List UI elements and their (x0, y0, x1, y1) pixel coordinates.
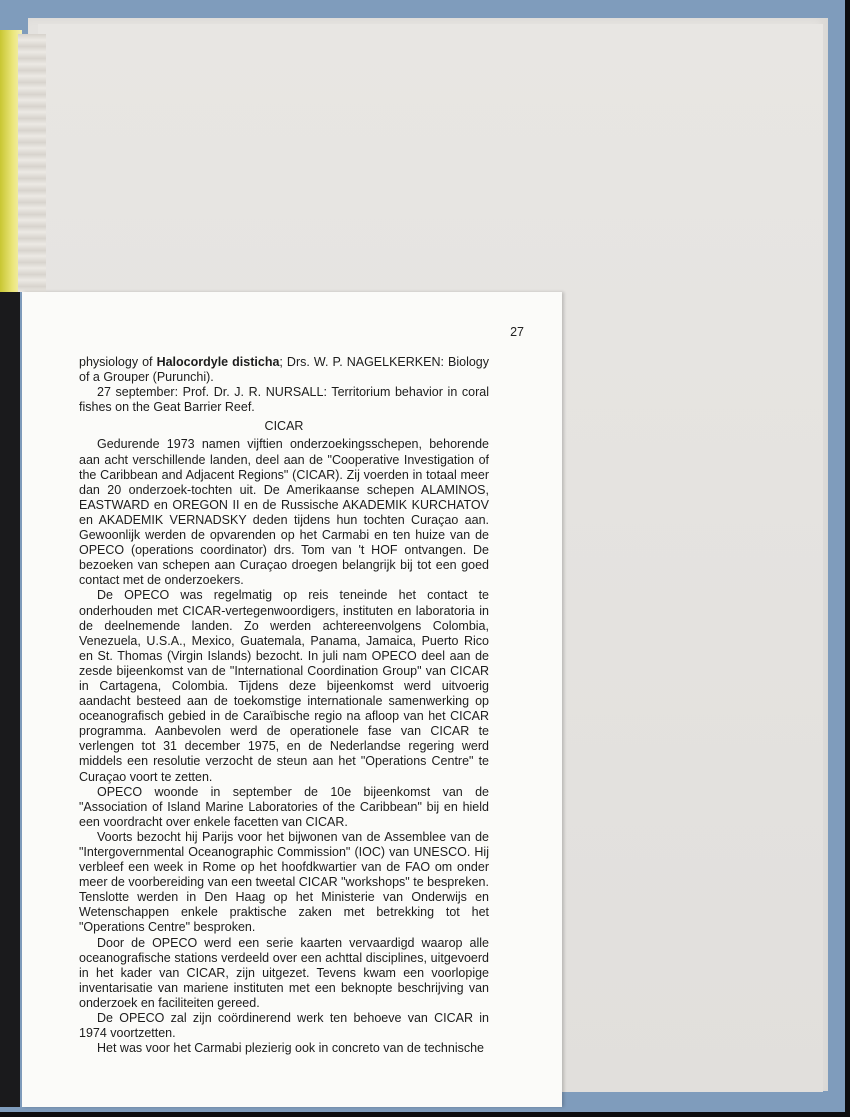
intro-text: ; Drs. W. P. NAGELKERKEN: Biology of a Grouper (Purunchi). (79, 355, 490, 385)
page-number: 27 (510, 325, 524, 339)
body-paragraph: OPECO woonde in september de 10e bijeenkomst van de "Association of Island Marine Laboratories of the Caribbean" bij en hield een voordracht over enkele facetten van CICAR. (79, 784, 489, 829)
body-paragraph: De OPECO zal zijn coördinerend werk ten behoeve van CICAR in 1974 voortzetten. (79, 1011, 489, 1041)
intro-paragraph-2: 27 september: Prof. Dr. J. R. NURSALL: Territorium behavior in coral fishes on the Geat Barrier Reef. (79, 385, 489, 415)
document-page (22, 292, 562, 1107)
intro-text: physiology of (79, 355, 157, 369)
body-paragraph: Het was voor het Carmabi plezierig ook in concreto van de technische (97, 1041, 485, 1056)
body-paragraph: Voorts bezocht hij Parijs voor het bijwonen van de Assemblee van de "Intergovernmental Oceanographic Commission" (IOC) van UNESCO. Hij verbleef een week in Rome op het hoofdkwartier van de FAO om onder meer de voorbereiding van een tweetal CICAR "workshops" te bespreken. Tenslotte werden in Den Haag op het Ministerie van Onderwijs en Wetenschappen enkele praktische zaken met betrekking tot het "Operations Centre" besproken. (79, 829, 489, 935)
torn-paper-edge (18, 34, 46, 292)
binding-shadow (0, 292, 20, 1107)
species-name: Halocordyle disticha (156, 355, 280, 369)
body-paragraph: Gedurende 1973 namen vijftien onderzoekingsschepen, behorende aan acht verschillende landen, deel aan de "Cooperative Investigation of the Caribbean and Adjacent Regions" (CICAR). Zij voerden in totaal meer dan 20 onderzoek-tochten uit. De Amerikaanse schepen ALAMINOS, EASTWARD en OREGON II en de Russische AKADEMIK KURCHATOV en AKADEMIK VERNADSKY deden tijdens hun tochten Curaçao aan. Gewoonlijk werden de opvarenden op het Carmabi en ten huize van de OPECO (operations coordinator) drs. Tom van 't HOF ontvangen. De bezoeken van schepen aan Curaçao droegen belangrijk bij tot een goed contact met de onderzoekers. (79, 437, 489, 588)
section-heading: CICAR (264, 419, 304, 434)
intro-paragraph-1 (79, 355, 489, 385)
page-body (79, 355, 489, 1056)
body-paragraph: De OPECO was regelmatig op reis teneinde het contact te onderhouden met CICAR-vertegenwoordigers, instituten en laboratoria in de deelnemende landen. Zo werden achtereenvolgens Colombia, Venezuela, U.S.A., Mexico, Guatemala, Panama, Jamaica, Puerto Rico en St. Thomas (Virgin Islands) bezocht. In juli nam OPECO deel aan de zesde bijeenkomst van de "International Coordination Group" van CICAR in Cartagena, Colombia. Tijdens deze bijeenkomst werd uitvoerig aandacht besteed aan de toekomstige internationale samenwerking op oceanografisch gebied in de Caraïbische regio na afloop van het CICAR programma. Aanbevolen werd de operationele fase van CICAR te verlengen tot 31 december 1975, en de Nederlandse regering werd middels een resolutie verzocht de steun aan het "Operations Centre" te Curaçao voort te zetten. (79, 588, 489, 784)
body-paragraph: Door de OPECO werd een serie kaarten vervaardigd waarop alle oceanografische stations verdeeld over een achttal disciplines, uitgevoerd in het kader van CICAR, zijn uitgezet. Tevens kwam een voorlopige inventarisatie van mariene instituten met een beknopte beschrijving van onderzoek en faciliteiten gereed. (79, 935, 489, 1010)
